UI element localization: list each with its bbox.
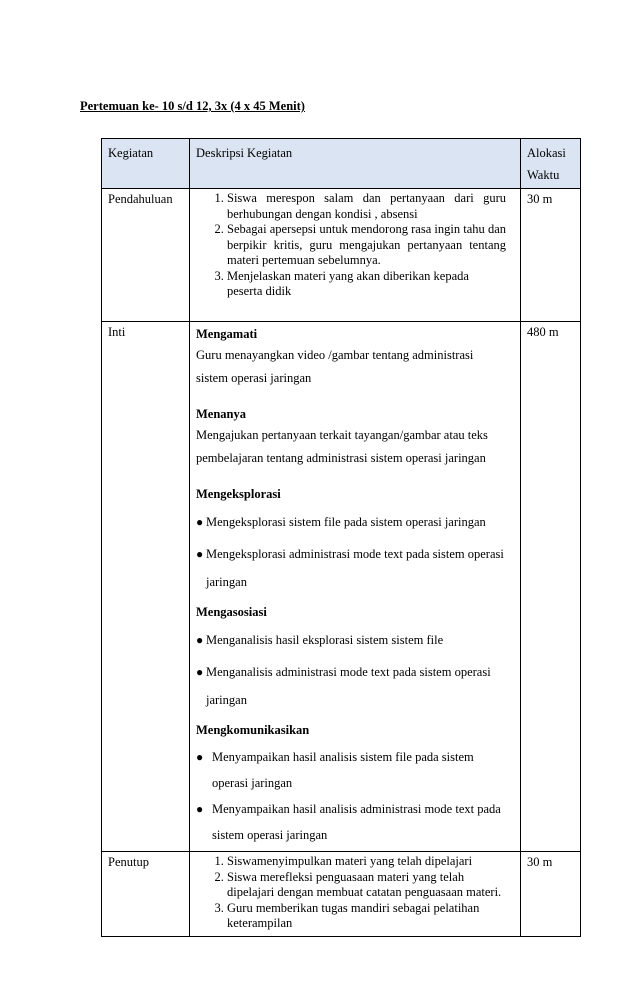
header-alokasi [521,139,581,189]
cell-inti-label: Inti [102,322,190,852]
list-item: ● Menganalisis hasil eksplorasi sistem sistem file [196,626,514,654]
header-deskripsi: Deskripsi Kegiatan [190,139,521,189]
table-row-penutup [102,852,581,937]
list-item-continuation: operasi jaringan [212,776,293,790]
header-alokasi-line2: Waktu [527,168,560,182]
list-item-continuation: sistem operasi jaringan [212,828,328,842]
list-item: 1. Siswamenyimpulkan materi yang telah dipelajari [227,854,514,870]
lesson-plan-table [101,138,581,937]
mengamati-line1: Guru menayangkan video /gambar tentang administrasi [196,348,474,362]
header-alokasi-line1: Alokasi [527,146,566,160]
list-item: ● Menyampaikan hasil analisis sistem file pada sistem [196,744,514,770]
cell-penutup-label: Penutup [102,852,190,937]
bullet-icon: ● [196,633,204,647]
list-item: ● Menganalisis administrasi mode text pada sistem operasi [196,658,514,686]
phase-mengamati-title: Mengamati [196,327,258,341]
cell-penutup-time: 30 m [521,852,581,937]
phase-mengeksplorasi-title: Mengeksplorasi [196,487,281,501]
penutup-list [196,854,514,932]
pendahuluan-list [196,191,514,300]
header-kegiatan: Kegiatan [102,139,190,189]
menanya-line2: pembelajaran tentang administrasi sistem operasi jaringan [196,451,486,465]
mengamati-line2: sistem operasi jaringan [196,371,312,385]
page-title: Pertemuan ke- 10 s/d 12, 3x (4 x 45 Menit) [80,99,305,113]
list-item-continuation: jaringan [206,693,247,707]
table-header-row [102,139,581,189]
table-row-pendahuluan [102,189,581,322]
cell-pendahuluan-desc [190,189,521,322]
list-item-continuation: jaringan [206,575,247,589]
menanya-line1: Mengajukan pertanyaan terkait tayangan/gambar atau teks [196,428,488,442]
bullet-icon: ● [196,515,204,529]
cell-pendahuluan-label: Pendahuluan [102,189,190,322]
list-item: ● Mengeksplorasi sistem file pada sistem operasi jaringan [196,508,514,536]
list-item: ● Menyampaikan hasil analisis administrasi mode text pada [196,796,514,822]
list-item: 1. Siswa merespon salam dan pertanyaan dari guru berhubungan dengan kondisi , absensi [227,191,514,222]
cell-inti-desc [190,322,521,852]
phase-mengkomunikasikan-title: Mengkomunikasikan [196,723,310,737]
bullet-icon: ● [196,750,204,764]
phase-menanya-title: Menanya [196,407,246,421]
list-item: 3. Guru memberikan tugas mandiri sebagai pelatihan keterampilan [227,901,514,932]
cell-penutup-desc [190,852,521,937]
cell-inti-time: 480 m [521,322,581,852]
table-row-inti [102,322,581,852]
bullet-icon: ● [196,802,204,816]
bullet-icon: ● [196,547,204,561]
cell-pendahuluan-time: 30 m [521,189,581,322]
list-item: 3. Menjelaskan materi yang akan diberikan kepada peserta didik [227,269,514,300]
list-item: ● Mengeksplorasi administrasi mode text pada sistem operasi [196,540,514,568]
phase-mengasosiasi-title: Mengasosiasi [196,605,267,619]
list-item: 2. Sebagai apersepsi untuk mendorong rasa ingin tahu dan berpikir kritis, guru mengajukan pertanyaan tentang materi pertemuan sebelumnya. [227,222,514,269]
list-item: 2. Siswa merefleksi penguasaan materi yang telah dipelajari dengan membuat catatan penguasaan materi. [227,870,514,901]
bullet-icon: ● [196,665,204,679]
